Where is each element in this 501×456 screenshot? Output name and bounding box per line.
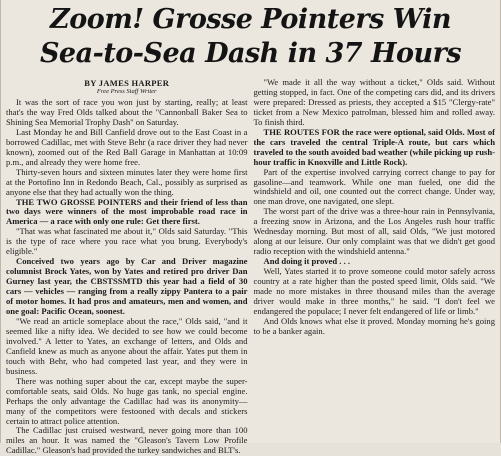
headline: [1, 0, 500, 72]
article-body: [6, 77, 495, 456]
subhead-paragraph: THE ROUTES FOR the race were optional, said Olds. Most of the cars traveled the central Triple-A route, but cars which traveled to the south avoided bad weather (while picking up rush-hour traffic in Knoxville and Little Rock).: [253, 126, 495, 167]
paragraph: The Cadillac just cruised westward, never going more than 100 miles an hour. It was named the "Gleason's Tavern Low Profile Cadillac." Gleason's had provided the turkey sandwiches and BLT's.: [6, 425, 248, 456]
paragraph: There was nothing super about the car, except maybe the super-comfortable seats, said Olds. No huge gas tank, no special engine. Perhaps the only advantage the Cadillac had was its anonymity—many of the competitors were festooned with decals and stickers certain to attract police attention.: [6, 375, 248, 426]
paragraph: Last Monday he and Bill Canfield drove out to the East Coast in a borrowed Cadillac, met with Steve Behr (a race driver they had never known), zoomed out of the Red Ball Garage in Manhattan at 10:09 p.m., and already they were home free.: [6, 126, 248, 167]
subhead: And doing it proved . . .: [263, 256, 351, 267]
byline-credit: Free Press Staff Writer: [96, 88, 157, 95]
paragraph: Thirty-seven hours and sixteen minutes later they were home first at the Portofino Inn in Redondo Beach, Cal., possibly as surprised as anyone else that they had actually won the thing.: [6, 166, 248, 197]
paragraph: And Olds knows what else it proved. Monday morning he's going to be a banker again.: [253, 315, 495, 336]
paragraph: The worst part of the drive was a three-hour rain in Pennsylvania, a freezing snow in Arizona, and the Los Angeles rush hour traffic Wednesday morning. But most of all, said Olds, "We just motored along at our leisure. Our only complaint was that we didn't get good radio reception with the windshield antenna.": [253, 206, 495, 257]
subhead-paragraph: THE TWO GROSSE POINTERS and their friend of less than two days were winners of the most improbable road race in America — a race with only one rule: Get there first.: [6, 196, 248, 227]
byline: BY JAMES HARPER: [84, 78, 170, 88]
headline-line-2: Sea-to-Sea Dash in 37 Hours: [39, 38, 462, 69]
paragraph: Part of the expertise involved carrying correct change to pay for gasoline—and teamwork. While one man fueled, one did the windshield and oil, one counted out the correct change. Under way, one man drove, one navigated, one slept.: [253, 166, 495, 207]
paragraph: "We read an article someplace about the race," Olds said, "and it seemed like a nifty idea. We decided to see how we could become involved." A letter to Yates, an exchange of letters, and Olds and Canfield knew as much as anyone about the affair. Yates put them in touch with Behr, who had competed last year, and they were in business.: [6, 315, 248, 376]
paragraph: "That was what fascinated me about it," Olds said Saturday. "This is the type of race where you race what you brung. Everybody's eligible.": [6, 226, 248, 257]
left-column: [6, 78, 248, 456]
paragraph: It was the sort of race you won just by starting, really; at least that's the way Fred Olds talked about the "Cannonball Baker Sea to Shining Sea Memorial Trophy Dash" on Saturday.: [6, 97, 248, 127]
headline-line-1: Zoom! Grosse Pointers Win: [49, 4, 451, 35]
right-column: [254, 78, 496, 443]
paragraph: "We made it all the way without a ticket," Olds said. Without getting stopped, in fact. One of the competing cars did, and its drivers were prepared: Dressed as priests, they accepted a $15 "Clergy-rate" ticket from a New Mexico patrolman, blessed him and rolled away. To finish third.: [253, 77, 495, 127]
paragraph: Well, Yates started it to prove someone could motor safely across country at a rate higher than the posted speed limit, Olds said. "We made no more mistakes in three thousand miles than the average driver would make in three months," he said. "I don't feel we endangered the populace; I never felt endangered of life or limb.": [253, 266, 495, 316]
bold-paragraph: Conceived two years ago by Car and Driver magazine columnist Brock Yates, won by Yates and retired pro driver Dan Gurney last year, the CBSTSSMTD this year had a field of 30 cars — vehicles — ranging from a really zippy Pantera to a pair of motor homes. It had pros and amateurs, men and women, and one goal: Pacific Ocean, soonest.: [6, 256, 248, 317]
